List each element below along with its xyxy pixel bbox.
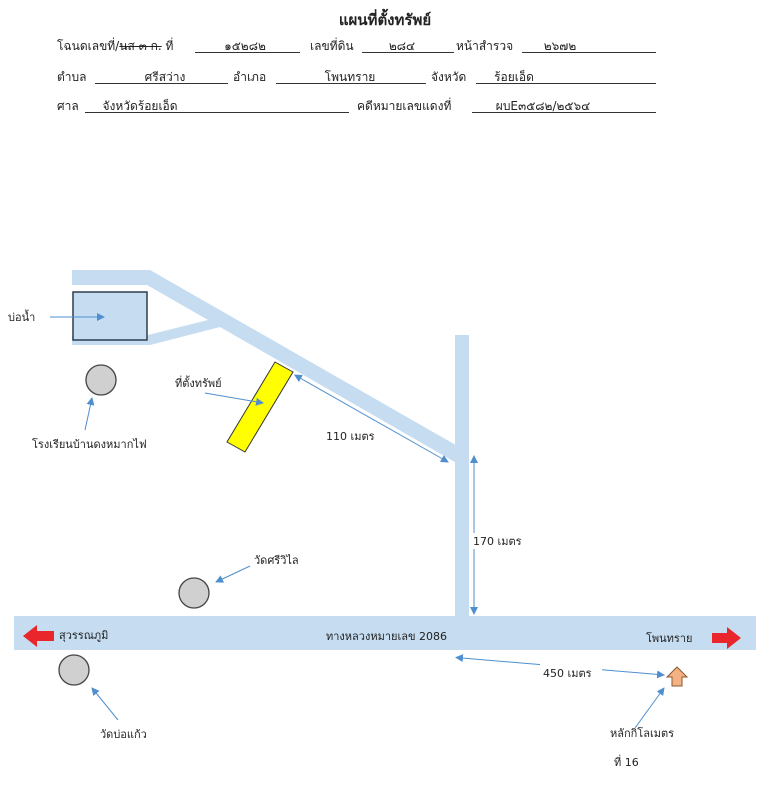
km-marker-label-1: หลักกิโลเมตร xyxy=(610,727,675,740)
km-marker-label-2: ที่ 16 xyxy=(614,756,639,769)
property-shape xyxy=(227,362,293,452)
land-no-value: ๒๘๔ xyxy=(388,39,416,53)
district-value: โพนทราย xyxy=(324,70,376,84)
dist-110-arrow xyxy=(300,378,448,462)
province-label: จังหวัด xyxy=(431,70,467,84)
dist-450-label: 450 เมตร xyxy=(543,667,592,680)
temple1-pointer xyxy=(216,566,250,582)
deed-label-struck: นส ๓ ก. xyxy=(119,39,162,53)
page-title: แผนที่ตั้งทรัพย์ xyxy=(338,11,432,29)
land-no-label: เลขที่ดิน xyxy=(310,39,354,53)
court-value: จังหวัดร้อยเอ็ด xyxy=(102,99,178,113)
province-value: ร้อยเอ็ด xyxy=(494,70,534,84)
temple1-marker xyxy=(179,578,209,608)
deed-value: ๑๕๒๘๒ xyxy=(224,39,266,53)
temple2-label: วัดบ่อแก้ว xyxy=(100,728,147,741)
property-label: ที่ตั้งทรัพย์ xyxy=(175,377,222,390)
km-marker-pointer xyxy=(635,688,664,728)
survey-page-value: ๒๖๗๒ xyxy=(543,39,577,53)
temple2-marker xyxy=(59,655,89,685)
vertical-road xyxy=(455,335,469,618)
school-marker xyxy=(86,365,116,395)
temple1-label: วัดศรีวิไล xyxy=(254,554,299,567)
subdistrict-label: ตำบล xyxy=(57,70,87,84)
subdistrict-value: ศรีสว่าง xyxy=(144,70,186,84)
deed-label-tail: ที่ xyxy=(161,39,174,53)
east-label: โพนทราย xyxy=(646,632,693,645)
deed-label-text: โฉนดเลขที่/ xyxy=(57,39,120,53)
case-value: ผบE๓๕๘๒/๒๕๖๔ xyxy=(495,99,591,113)
case-label: คดีหมายเลขแดงที่ xyxy=(357,99,452,113)
dist-170-label: 170 เมตร xyxy=(473,535,522,548)
highway-label: ทางหลวงหมายเลข 2086 xyxy=(326,630,447,643)
temple2-pointer xyxy=(92,688,118,720)
survey-page-label: หน้าสำรวจ xyxy=(456,39,514,53)
school-pointer xyxy=(85,398,92,430)
court-label: ศาล xyxy=(57,99,79,113)
dist-110-label: 110 เมตร xyxy=(326,430,375,443)
pond-shape xyxy=(73,292,147,340)
district-label: อำเภอ xyxy=(233,70,267,84)
west-label: สุวรรณภูมิ xyxy=(59,629,109,642)
school-label: โรงเรียนบ้านดงหมากไฟ xyxy=(32,438,147,451)
pond-label: บ่อน้ำ xyxy=(8,311,36,324)
km-marker-icon xyxy=(667,667,687,686)
